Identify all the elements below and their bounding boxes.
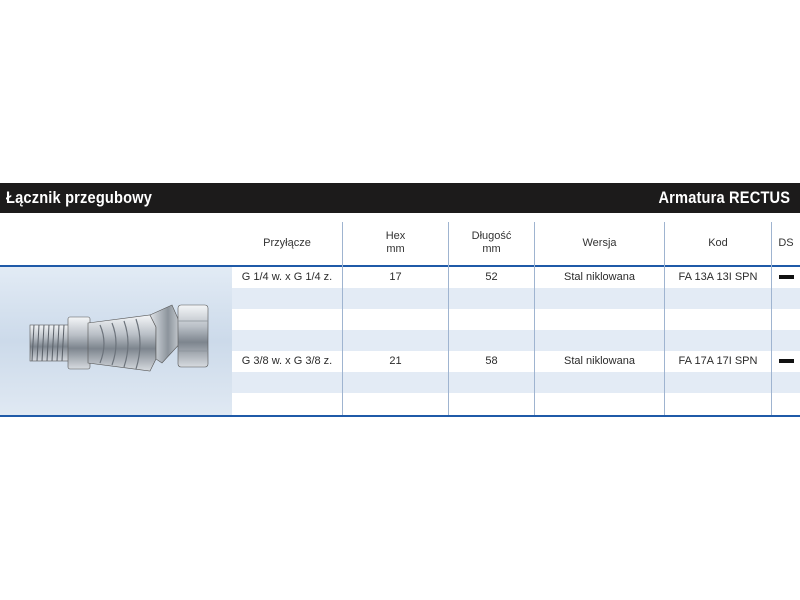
cell-ds (772, 351, 800, 372)
column-header-label: DS (778, 236, 794, 249)
ds-availability-mark (779, 275, 794, 279)
cell-ds (772, 267, 800, 288)
cell-hex: 17 (389, 271, 402, 283)
column-header-unit: mm (482, 243, 501, 255)
column-divider (771, 222, 772, 417)
cell-dlugosc: 58 (485, 355, 498, 367)
cell-dlugosc: 52 (485, 271, 498, 283)
table-row-empty (232, 372, 800, 393)
column-header-label: Kod (708, 236, 728, 249)
column-header-hex (343, 222, 448, 264)
cell-hex: 21 (389, 355, 402, 367)
column-header-label: Wersja (582, 236, 617, 249)
table-body (232, 267, 800, 415)
cell-przylacze: G 3/8 w. x G 3/8 z. (241, 355, 333, 367)
column-header-label: Przyłącze (263, 236, 311, 249)
cell-wersja: Stal niklowana (564, 355, 635, 367)
column-header-label: Długość (471, 230, 512, 242)
ds-availability-mark (779, 359, 794, 363)
table-row (232, 351, 800, 372)
table-row (232, 267, 800, 288)
table-bottom-rule (0, 415, 800, 417)
title-bar (0, 183, 800, 213)
column-header-przylacze (232, 222, 342, 264)
column-divider (342, 222, 343, 417)
brand-title: Armatura RECTUS (658, 188, 790, 207)
column-header-wersja (535, 222, 664, 264)
table-row-empty (232, 288, 800, 309)
column-divider (534, 222, 535, 417)
column-header-ds (772, 222, 800, 264)
column-divider (664, 222, 665, 417)
column-header-dlugosc (449, 222, 534, 264)
product-title: Łącznik przegubowy (6, 188, 153, 207)
column-header-unit: mm (386, 243, 405, 255)
swivel-connector-illustration (0, 267, 232, 415)
product-table (0, 222, 800, 418)
column-divider (448, 222, 449, 417)
cell-kod: FA 13A 13I SPN (678, 271, 758, 283)
table-row-empty (232, 330, 800, 351)
cell-przylacze: G 1/4 w. x G 1/4 z. (241, 271, 333, 283)
table-row-empty (232, 393, 800, 414)
table-header (0, 222, 800, 264)
column-header-label: Hex (385, 230, 406, 242)
table-row-empty (232, 309, 800, 330)
cell-wersja: Stal niklowana (564, 271, 635, 283)
product-image (0, 267, 232, 415)
cell-kod: FA 17A 17I SPN (678, 355, 758, 367)
column-header-kod (665, 222, 771, 264)
